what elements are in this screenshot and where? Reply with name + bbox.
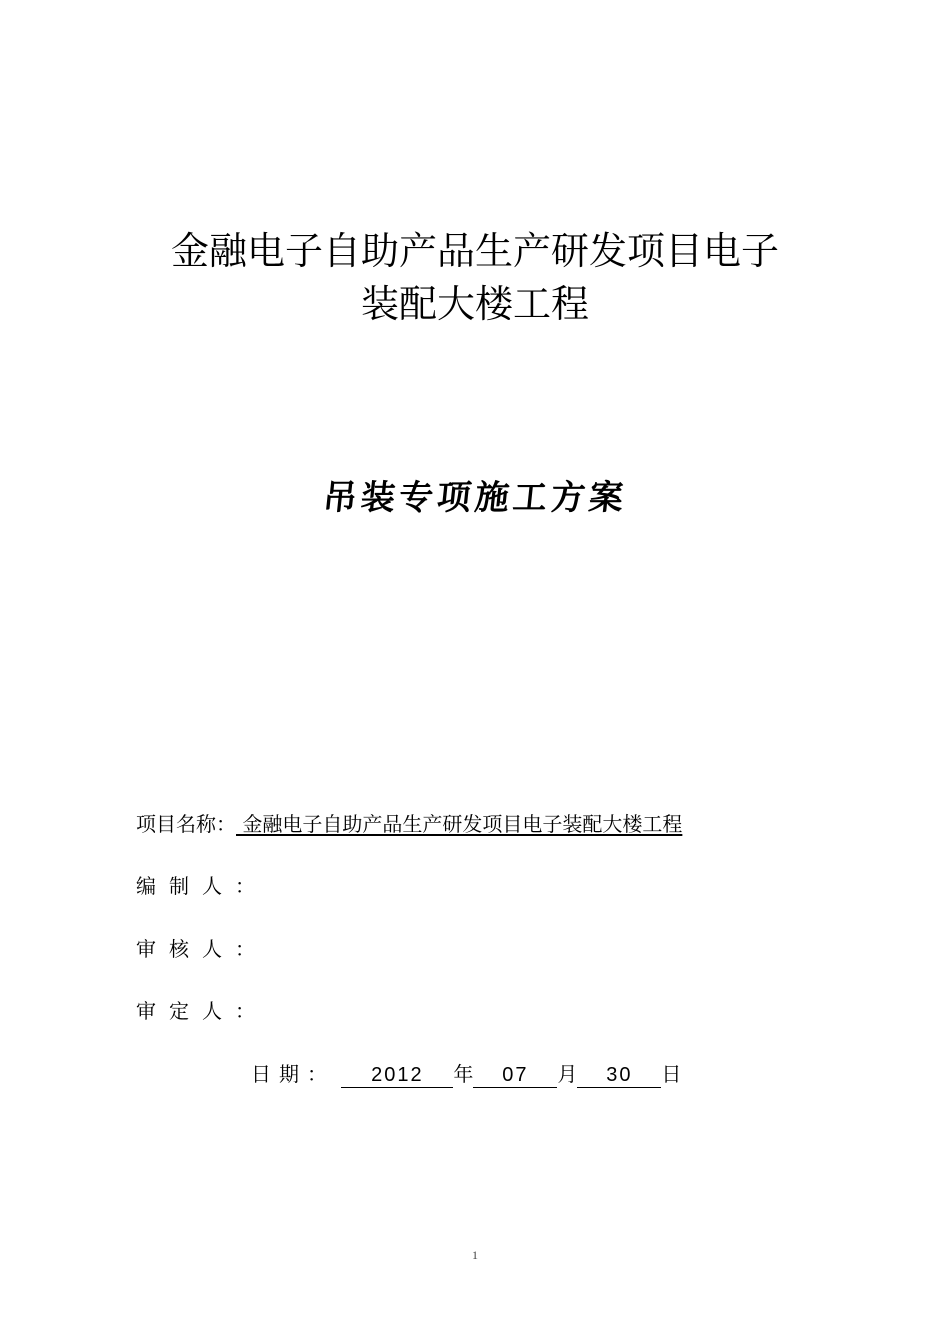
approver-row [136, 997, 268, 1025]
page-number: 1 [472, 1248, 478, 1262]
date-label: 日期： [251, 1062, 335, 1086]
editor-row [136, 872, 268, 900]
reviewer-row [136, 935, 268, 963]
document-title-line-2: 装配大楼工程 [360, 282, 589, 326]
approver-label: 审定人： [136, 999, 268, 1023]
date-day: 30 [577, 1063, 661, 1088]
date-year: 2012 [341, 1063, 453, 1088]
document-subtitle: 吊装专项施工方案 [320, 478, 630, 518]
project-name-row [136, 810, 682, 838]
date-month-unit: 月 [557, 1062, 578, 1086]
editor-label: 编制人： [136, 874, 268, 898]
reviewer-label: 审核人： [136, 937, 268, 961]
document-title-line-1: 金融电子自助产品生产研发项目电子 [170, 229, 779, 273]
date-row [251, 1060, 681, 1088]
date-year-unit: 年 [453, 1062, 474, 1086]
date-day-unit: 日 [661, 1062, 682, 1086]
date-month: 07 [473, 1063, 557, 1088]
project-name-label: 项目名称： [136, 812, 236, 836]
project-name-value: 金融电子自助产品生产研发项目电子装配大楼工程 [236, 812, 683, 836]
